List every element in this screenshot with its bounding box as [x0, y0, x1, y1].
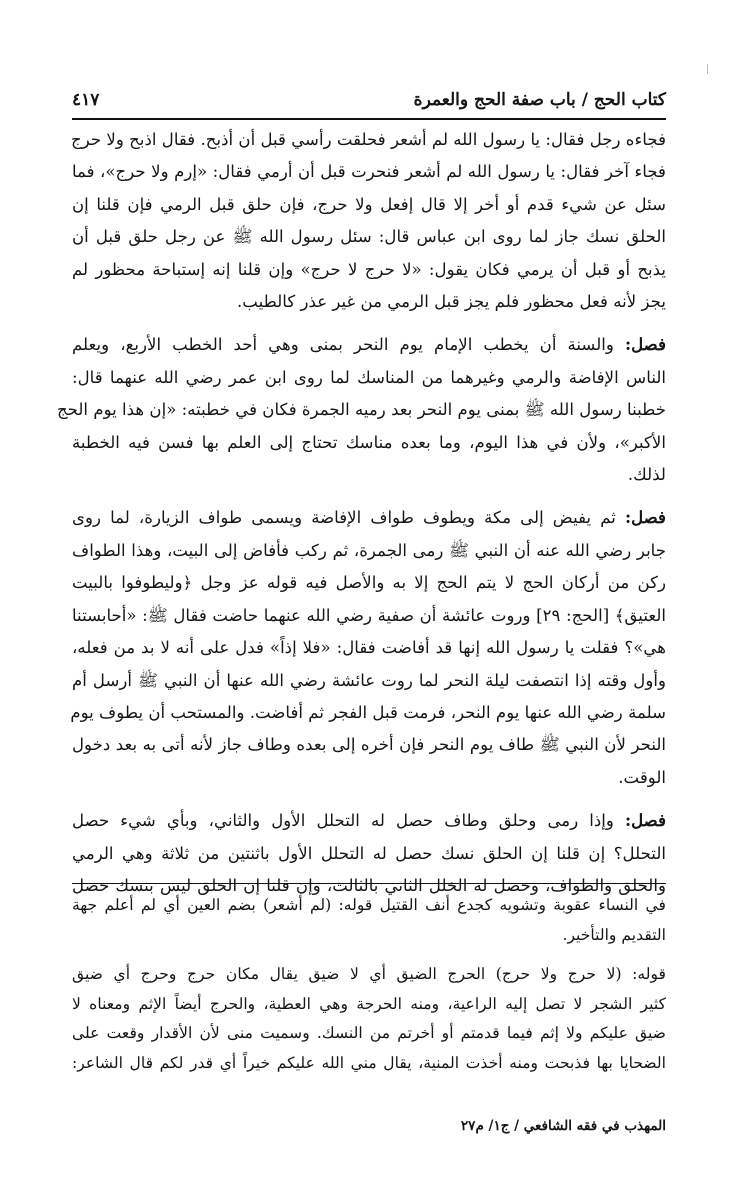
footnote-rule — [72, 883, 666, 884]
book-signature: المهذب في فقه الشافعي / ج١/ م٢٧ — [460, 1118, 666, 1134]
text-line: النحر لأن النبي ﷺ طاف يوم النحر فإن أخره إلى بعده وطاف جاز لأنه أتى به بعد دخول — [72, 735, 666, 755]
text-line: قوله: (لا حرج ولا حرج) الحرج الضيق أي لا ضيق يقال مكان حرج وحرج أي ضيق — [72, 965, 666, 983]
text-line: سلمة رضي الله عنها يوم النحر، فرمت قبل الفجر ثم أفاضت. والمستحب أن يطوف يوم — [70, 702, 666, 722]
header-rule — [72, 118, 666, 120]
text-line: كثير الشجر لا تصل إليه الراعية، ومنه الحرجة وهي العطية، والحرج أيضاً الإثم ومعناه لا — [72, 994, 666, 1013]
text-line: الضحايا بها فذبحت ومنه أخذت المنية، يقال مني الله عليكم خيراً أي قدر لكم قال الشاعر: — [72, 1053, 666, 1072]
footnote-2 — [72, 960, 666, 1078]
text-line: الوقت. — [618, 767, 666, 787]
text-line — [72, 804, 666, 837]
text-line: فجاء آخر فقال: يا رسول الله لم أشعر فنحرت قبل أن أرمي فقال: «إرم ولا حرج»، فما — [72, 162, 666, 182]
paragraph-3 — [72, 501, 666, 794]
section-label: فصل: — [624, 810, 666, 831]
section-label: فصل: — [624, 334, 666, 355]
text-line — [72, 328, 666, 361]
text-line: الأكبر»، ولأن في هذا اليوم، وما بعده مناسك تحتاج إلى العلم بها فسن فيه الخطبة — [72, 432, 666, 452]
text-line: خطبنا رسول الله ﷺ بمنى يوم النحر بعد رميه الجمرة فكان في خطبته: «إن هذا يوم الحج — [56, 400, 666, 420]
text-line: فجاءه رجل فقال: يا رسول الله لم أشعر فحلقت رأسي قبل أن أذبح. فقال اذبح ولا حرج — [71, 130, 666, 149]
text-line: سئل عن شيء قدم أو أخر إلا قال إفعل ولا حرج، فإن حلق قبل الرمي فإن قلنا إن — [72, 194, 666, 214]
text-line: ركن من أركان الحج لا يتم الحج إلا به والأصل فيه قوله عز وجل ﴿وليطوفوا بالبيت — [72, 573, 666, 593]
text-line — [72, 501, 666, 534]
text-line: وأول وقته إذا انتصفت ليلة النحر لما روت عائشة رضي الله عنها أن النبي ﷺ أرسل أم — [72, 670, 666, 690]
text-line: التقديم والتأخير. — [562, 925, 666, 944]
stray-mark — [707, 64, 708, 74]
text-line: يجز لأنه فعل محظور فلم يجز قبل الرمي من غير عذر كالطيب. — [237, 292, 666, 312]
text-line: يذبح أو قبل أن يرمي فكان يقول: «لا حرج لا حرج» وإن قلنا إنه إستباحة محظور لم — [72, 259, 666, 279]
running-header — [72, 84, 666, 116]
footnote-1 — [72, 891, 666, 950]
main-text — [56, 124, 666, 902]
text-line: ضيق عليكم ولا إثم فيما قدمتم أو أخرتم من النسك. وسميت منى لأن الأقدار وقعت على — [72, 1024, 666, 1042]
text-fragment: ثم يفيض إلى مكة ويطوف طواف الإفاضة ويسمى طواف الزيارة، لما روى — [72, 508, 616, 528]
paragraph-1 — [72, 124, 666, 318]
text-line: في النساء عقوبة وتشويه كجدع أنف القتيل قوله: (لم أشعر) بضم العين أي لم أعلم جهة — [72, 896, 666, 914]
text-line: التحلل؟ إن قلنا إن الحلق نسك حصل له التحلل الأول باثنتين من ثلاثة وهي الرمي — [72, 843, 666, 863]
text-line: جابر رضي الله عنه أن النبي ﷺ رمى الجمرة، ثم ركب فأفاض إلى البيت، وهذا الطواف — [72, 540, 666, 560]
text-line: هي»؟ فقلت يا رسول الله إنها قد أفاضت فقال: «فلا إذاً» فدل على أنه لا بد من فعله، — [72, 638, 666, 658]
section-label: فصل: — [624, 507, 666, 528]
text-line: الناس الإفاضة والرمي وغيرهما من المناسك لما روى ابن عمر رضي الله عنهما قال: — [72, 367, 666, 387]
text-line: لذلك. — [627, 465, 666, 485]
text-line: الحلق نسك جاز لما روى ابن عباس قال: سئل رسول الله ﷺ عن رجل حلق قبل أن — [72, 227, 666, 247]
footnotes — [72, 891, 666, 1078]
text-fragment: وإذا رمى وحلق وطاف حصل له التحلل الأول والثاني، وبأي شيء حصل — [72, 811, 614, 831]
chapter-title: كتاب الحج / باب صفة الحج والعمرة — [413, 90, 666, 110]
paragraph-4 — [72, 804, 666, 902]
text-line: والحلق والطواف، وحصل له الخلل الثاني بالثالث، وإن قلنا إن الحلق ليس بنسك حصل — [72, 875, 666, 895]
paragraph-2 — [56, 328, 666, 491]
page-number: ٤١٧ — [72, 90, 100, 110]
text-fragment: والسنة أن يخطب الإمام يوم النحر بمنى وهي أحد الخطب الأربع، ويعلم — [72, 335, 614, 355]
text-line: العتيق﴾ [الحج: ٢٩] وروت عائشة أن صفية رضي الله عنهما حاضت فقال ﷺ: «أحابستنا — [72, 605, 666, 625]
